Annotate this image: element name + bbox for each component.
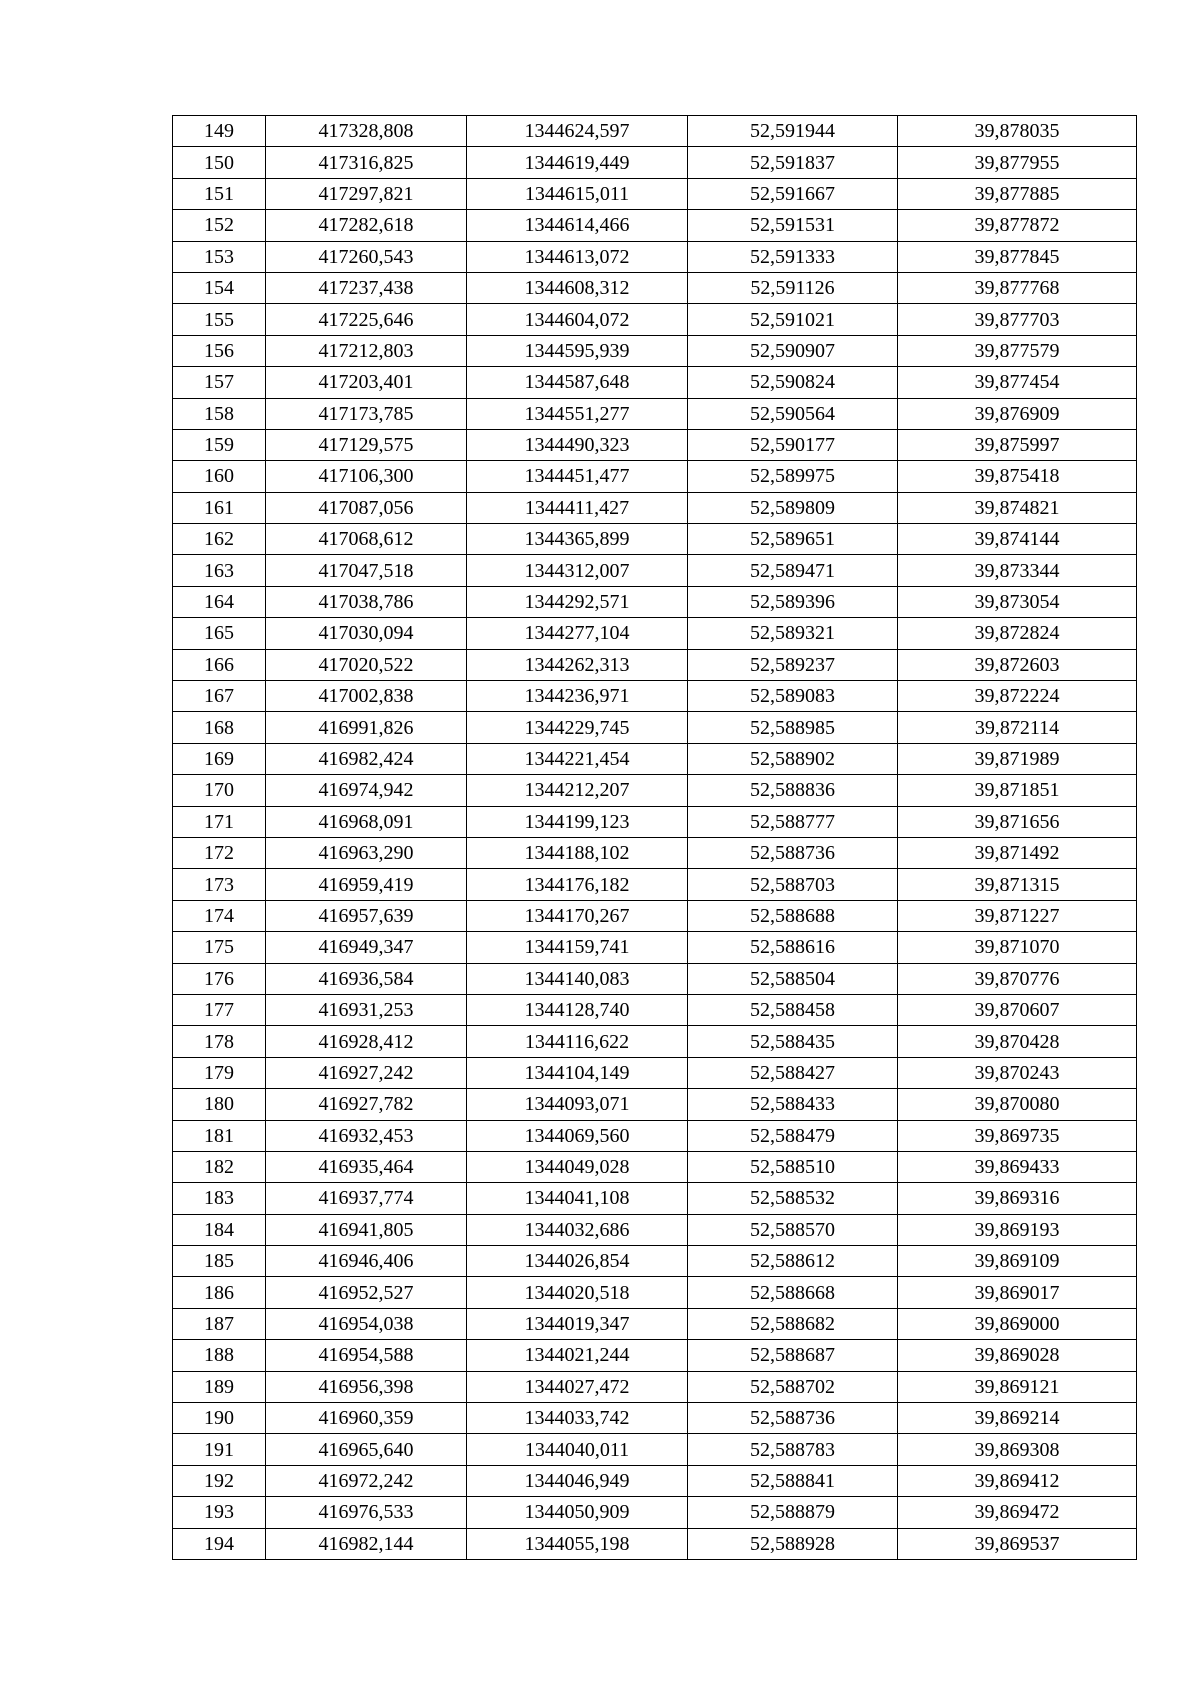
- longitude-cell: 39,876909: [898, 398, 1137, 429]
- table-row: [173, 1434, 1137, 1465]
- coord-x-cell: 416949,347: [266, 932, 467, 963]
- coord-y-cell: 1344041,108: [467, 1183, 688, 1214]
- point-number-cell: 160: [173, 461, 266, 492]
- table-row: [173, 869, 1137, 900]
- point-number-cell: 166: [173, 649, 266, 680]
- coord-y-cell: 1344140,083: [467, 963, 688, 994]
- point-number-cell: 173: [173, 869, 266, 900]
- table-row: [173, 555, 1137, 586]
- point-number-cell: 176: [173, 963, 266, 994]
- latitude-cell: 52,591667: [688, 178, 898, 209]
- point-number-cell: 169: [173, 743, 266, 774]
- coord-x-cell: 416952,527: [266, 1277, 467, 1308]
- table-row: [173, 272, 1137, 303]
- coord-x-cell: 417260,543: [266, 241, 467, 272]
- point-number-cell: 151: [173, 178, 266, 209]
- table-row: [173, 837, 1137, 868]
- longitude-cell: 39,872114: [898, 712, 1137, 743]
- table-row: [173, 524, 1137, 555]
- longitude-cell: 39,877768: [898, 272, 1137, 303]
- point-number-cell: 177: [173, 994, 266, 1025]
- point-number-cell: 165: [173, 618, 266, 649]
- coord-y-cell: 1344292,571: [467, 586, 688, 617]
- coord-y-cell: 1344050,909: [467, 1497, 688, 1528]
- point-number-cell: 162: [173, 524, 266, 555]
- coord-y-cell: 1344104,149: [467, 1057, 688, 1088]
- point-number-cell: 163: [173, 555, 266, 586]
- coord-y-cell: 1344116,622: [467, 1026, 688, 1057]
- coord-y-cell: 1344615,011: [467, 178, 688, 209]
- longitude-cell: 39,872603: [898, 649, 1137, 680]
- coord-x-cell: 416941,805: [266, 1214, 467, 1245]
- point-number-cell: 182: [173, 1151, 266, 1182]
- table-row: [173, 1214, 1137, 1245]
- point-number-cell: 155: [173, 304, 266, 335]
- longitude-cell: 39,869017: [898, 1277, 1137, 1308]
- coord-y-cell: 1344595,939: [467, 335, 688, 366]
- latitude-cell: 52,588433: [688, 1089, 898, 1120]
- table-row: [173, 1403, 1137, 1434]
- latitude-cell: 52,588985: [688, 712, 898, 743]
- table-row: [173, 618, 1137, 649]
- table-row: [173, 806, 1137, 837]
- coord-x-cell: 417038,786: [266, 586, 467, 617]
- coord-y-cell: 1344411,427: [467, 492, 688, 523]
- coord-y-cell: 1344212,207: [467, 775, 688, 806]
- latitude-cell: 52,588836: [688, 775, 898, 806]
- latitude-cell: 52,588783: [688, 1434, 898, 1465]
- coord-y-cell: 1344159,741: [467, 932, 688, 963]
- point-number-cell: 178: [173, 1026, 266, 1057]
- point-number-cell: 164: [173, 586, 266, 617]
- coord-x-cell: 417068,612: [266, 524, 467, 555]
- longitude-cell: 39,869308: [898, 1434, 1137, 1465]
- latitude-cell: 52,588510: [688, 1151, 898, 1182]
- latitude-cell: 52,590564: [688, 398, 898, 429]
- latitude-cell: 52,588777: [688, 806, 898, 837]
- latitude-cell: 52,588616: [688, 932, 898, 963]
- latitude-cell: 52,590177: [688, 429, 898, 460]
- coord-y-cell: 1344055,198: [467, 1528, 688, 1559]
- point-number-cell: 159: [173, 429, 266, 460]
- point-number-cell: 158: [173, 398, 266, 429]
- latitude-cell: 52,589809: [688, 492, 898, 523]
- coord-y-cell: 1344608,312: [467, 272, 688, 303]
- coord-y-cell: 1344262,313: [467, 649, 688, 680]
- latitude-cell: 52,589396: [688, 586, 898, 617]
- table-row: [173, 1465, 1137, 1496]
- table-row: [173, 1371, 1137, 1402]
- coord-y-cell: 1344021,244: [467, 1340, 688, 1371]
- coord-y-cell: 1344229,745: [467, 712, 688, 743]
- coord-y-cell: 1344619,449: [467, 147, 688, 178]
- table-row: [173, 335, 1137, 366]
- latitude-cell: 52,590824: [688, 367, 898, 398]
- latitude-cell: 52,588703: [688, 869, 898, 900]
- coord-y-cell: 1344587,648: [467, 367, 688, 398]
- point-number-cell: 149: [173, 116, 266, 147]
- coord-x-cell: 417087,056: [266, 492, 467, 523]
- coord-x-cell: 416982,424: [266, 743, 467, 774]
- point-number-cell: 194: [173, 1528, 266, 1559]
- latitude-cell: 52,589975: [688, 461, 898, 492]
- coord-y-cell: 1344019,347: [467, 1308, 688, 1339]
- coord-x-cell: 416931,253: [266, 994, 467, 1025]
- table-row: [173, 1340, 1137, 1371]
- longitude-cell: 39,870243: [898, 1057, 1137, 1088]
- latitude-cell: 52,589651: [688, 524, 898, 555]
- coord-y-cell: 1344128,740: [467, 994, 688, 1025]
- table-row: [173, 367, 1137, 398]
- coord-x-cell: 416935,464: [266, 1151, 467, 1182]
- coord-y-cell: 1344221,454: [467, 743, 688, 774]
- latitude-cell: 52,588841: [688, 1465, 898, 1496]
- coord-x-cell: 417225,646: [266, 304, 467, 335]
- longitude-cell: 39,869028: [898, 1340, 1137, 1371]
- longitude-cell: 39,870428: [898, 1026, 1137, 1057]
- coord-y-cell: 1344188,102: [467, 837, 688, 868]
- longitude-cell: 39,877579: [898, 335, 1137, 366]
- latitude-cell: 52,591944: [688, 116, 898, 147]
- latitude-cell: 52,591021: [688, 304, 898, 335]
- coord-y-cell: 1344365,899: [467, 524, 688, 555]
- table-row: [173, 1057, 1137, 1088]
- table-row: [173, 116, 1137, 147]
- table-row: [173, 1528, 1137, 1559]
- latitude-cell: 52,588668: [688, 1277, 898, 1308]
- point-number-cell: 185: [173, 1246, 266, 1277]
- coord-x-cell: 417129,575: [266, 429, 467, 460]
- longitude-cell: 39,877885: [898, 178, 1137, 209]
- coord-x-cell: 417203,401: [266, 367, 467, 398]
- coord-x-cell: 417282,618: [266, 210, 467, 241]
- point-number-cell: 187: [173, 1308, 266, 1339]
- coord-x-cell: 417297,821: [266, 178, 467, 209]
- longitude-cell: 39,871227: [898, 900, 1137, 931]
- coord-y-cell: 1344490,323: [467, 429, 688, 460]
- longitude-cell: 39,871070: [898, 932, 1137, 963]
- longitude-cell: 39,873054: [898, 586, 1137, 617]
- table-row: [173, 1120, 1137, 1151]
- coord-x-cell: 416974,942: [266, 775, 467, 806]
- coord-y-cell: 1344027,472: [467, 1371, 688, 1402]
- point-number-cell: 180: [173, 1089, 266, 1120]
- table-row: [173, 461, 1137, 492]
- coord-y-cell: 1344049,028: [467, 1151, 688, 1182]
- coord-x-cell: 416936,584: [266, 963, 467, 994]
- latitude-cell: 52,588479: [688, 1120, 898, 1151]
- coord-y-cell: 1344176,182: [467, 869, 688, 900]
- point-number-cell: 156: [173, 335, 266, 366]
- latitude-cell: 52,588532: [688, 1183, 898, 1214]
- coord-x-cell: 416972,242: [266, 1465, 467, 1496]
- table-row: [173, 492, 1137, 523]
- coord-x-cell: 416968,091: [266, 806, 467, 837]
- coord-y-cell: 1344624,597: [467, 116, 688, 147]
- latitude-cell: 52,591333: [688, 241, 898, 272]
- latitude-cell: 52,588736: [688, 837, 898, 868]
- coordinates-table: [172, 115, 1137, 1560]
- table-row: [173, 210, 1137, 241]
- point-number-cell: 191: [173, 1434, 266, 1465]
- coord-x-cell: 416957,639: [266, 900, 467, 931]
- table-row: [173, 1151, 1137, 1182]
- table-row: [173, 1308, 1137, 1339]
- coord-y-cell: 1344614,466: [467, 210, 688, 241]
- point-number-cell: 184: [173, 1214, 266, 1245]
- table-row: [173, 178, 1137, 209]
- coord-y-cell: 1344040,011: [467, 1434, 688, 1465]
- latitude-cell: 52,588687: [688, 1340, 898, 1371]
- coord-x-cell: 416965,640: [266, 1434, 467, 1465]
- longitude-cell: 39,874821: [898, 492, 1137, 523]
- table-row: [173, 963, 1137, 994]
- table-row: [173, 398, 1137, 429]
- coord-x-cell: 416960,359: [266, 1403, 467, 1434]
- coord-x-cell: 417002,838: [266, 681, 467, 712]
- coord-y-cell: 1344451,477: [467, 461, 688, 492]
- longitude-cell: 39,872824: [898, 618, 1137, 649]
- coord-x-cell: 417316,825: [266, 147, 467, 178]
- point-number-cell: 153: [173, 241, 266, 272]
- longitude-cell: 39,875997: [898, 429, 1137, 460]
- coord-x-cell: 417173,785: [266, 398, 467, 429]
- coord-x-cell: 417212,803: [266, 335, 467, 366]
- coord-y-cell: 1344312,007: [467, 555, 688, 586]
- coord-x-cell: 417047,518: [266, 555, 467, 586]
- table-row: [173, 932, 1137, 963]
- table-row: [173, 1246, 1137, 1277]
- table-row: [173, 1183, 1137, 1214]
- longitude-cell: 39,871989: [898, 743, 1137, 774]
- coord-y-cell: 1344032,686: [467, 1214, 688, 1245]
- point-number-cell: 181: [173, 1120, 266, 1151]
- latitude-cell: 52,588902: [688, 743, 898, 774]
- latitude-cell: 52,588612: [688, 1246, 898, 1277]
- point-number-cell: 186: [173, 1277, 266, 1308]
- coord-y-cell: 1344170,267: [467, 900, 688, 931]
- point-number-cell: 167: [173, 681, 266, 712]
- point-number-cell: 150: [173, 147, 266, 178]
- coord-x-cell: 416954,038: [266, 1308, 467, 1339]
- coord-x-cell: 417030,094: [266, 618, 467, 649]
- coord-x-cell: 416959,419: [266, 869, 467, 900]
- point-number-cell: 161: [173, 492, 266, 523]
- longitude-cell: 39,877872: [898, 210, 1137, 241]
- coord-y-cell: 1344277,104: [467, 618, 688, 649]
- point-number-cell: 154: [173, 272, 266, 303]
- coord-y-cell: 1344020,518: [467, 1277, 688, 1308]
- latitude-cell: 52,588736: [688, 1403, 898, 1434]
- coord-y-cell: 1344033,742: [467, 1403, 688, 1434]
- table-row: [173, 1277, 1137, 1308]
- latitude-cell: 52,588570: [688, 1214, 898, 1245]
- latitude-cell: 52,588427: [688, 1057, 898, 1088]
- coord-x-cell: 417106,300: [266, 461, 467, 492]
- longitude-cell: 39,872224: [898, 681, 1137, 712]
- longitude-cell: 39,871492: [898, 837, 1137, 868]
- coord-x-cell: 416932,453: [266, 1120, 467, 1151]
- coord-x-cell: 416937,774: [266, 1183, 467, 1214]
- coord-x-cell: 416991,826: [266, 712, 467, 743]
- longitude-cell: 39,873344: [898, 555, 1137, 586]
- coord-x-cell: 416982,144: [266, 1528, 467, 1559]
- coord-y-cell: 1344613,072: [467, 241, 688, 272]
- coord-x-cell: 416976,533: [266, 1497, 467, 1528]
- coord-x-cell: 416963,290: [266, 837, 467, 868]
- point-number-cell: 190: [173, 1403, 266, 1434]
- table-row: [173, 147, 1137, 178]
- coord-x-cell: 416956,398: [266, 1371, 467, 1402]
- coord-x-cell: 416927,782: [266, 1089, 467, 1120]
- point-number-cell: 152: [173, 210, 266, 241]
- longitude-cell: 39,869412: [898, 1465, 1137, 1496]
- table-row: [173, 1089, 1137, 1120]
- longitude-cell: 39,870607: [898, 994, 1137, 1025]
- coord-y-cell: 1344604,072: [467, 304, 688, 335]
- longitude-cell: 39,869214: [898, 1403, 1137, 1434]
- table-row: [173, 241, 1137, 272]
- latitude-cell: 52,591531: [688, 210, 898, 241]
- point-number-cell: 157: [173, 367, 266, 398]
- latitude-cell: 52,588928: [688, 1528, 898, 1559]
- table-row: [173, 586, 1137, 617]
- longitude-cell: 39,877955: [898, 147, 1137, 178]
- point-number-cell: 168: [173, 712, 266, 743]
- table-row: [173, 1497, 1137, 1528]
- coord-y-cell: 1344046,949: [467, 1465, 688, 1496]
- point-number-cell: 179: [173, 1057, 266, 1088]
- longitude-cell: 39,869433: [898, 1151, 1137, 1182]
- coord-x-cell: 417237,438: [266, 272, 467, 303]
- coord-y-cell: 1344026,854: [467, 1246, 688, 1277]
- table-row: [173, 712, 1137, 743]
- point-number-cell: 192: [173, 1465, 266, 1496]
- table-row: [173, 900, 1137, 931]
- latitude-cell: 52,588688: [688, 900, 898, 931]
- latitude-cell: 52,591837: [688, 147, 898, 178]
- point-number-cell: 174: [173, 900, 266, 931]
- latitude-cell: 52,588435: [688, 1026, 898, 1057]
- coord-y-cell: 1344551,277: [467, 398, 688, 429]
- table-row: [173, 775, 1137, 806]
- longitude-cell: 39,877454: [898, 367, 1137, 398]
- point-number-cell: 189: [173, 1371, 266, 1402]
- coord-x-cell: 416946,406: [266, 1246, 467, 1277]
- latitude-cell: 52,588458: [688, 994, 898, 1025]
- coord-x-cell: 417020,522: [266, 649, 467, 680]
- coordinates-table-body: [173, 116, 1137, 1560]
- latitude-cell: 52,588504: [688, 963, 898, 994]
- point-number-cell: 193: [173, 1497, 266, 1528]
- coord-x-cell: 416954,588: [266, 1340, 467, 1371]
- longitude-cell: 39,869000: [898, 1308, 1137, 1339]
- latitude-cell: 52,588879: [688, 1497, 898, 1528]
- table-row: [173, 304, 1137, 335]
- longitude-cell: 39,869109: [898, 1246, 1137, 1277]
- longitude-cell: 39,877845: [898, 241, 1137, 272]
- coord-y-cell: 1344199,123: [467, 806, 688, 837]
- point-number-cell: 183: [173, 1183, 266, 1214]
- longitude-cell: 39,878035: [898, 116, 1137, 147]
- table-row: [173, 743, 1137, 774]
- longitude-cell: 39,870080: [898, 1089, 1137, 1120]
- table-row: [173, 649, 1137, 680]
- longitude-cell: 39,874144: [898, 524, 1137, 555]
- table-row: [173, 994, 1137, 1025]
- table-row: [173, 1026, 1137, 1057]
- latitude-cell: 52,589237: [688, 649, 898, 680]
- longitude-cell: 39,869537: [898, 1528, 1137, 1559]
- coord-y-cell: 1344236,971: [467, 681, 688, 712]
- longitude-cell: 39,871851: [898, 775, 1137, 806]
- latitude-cell: 52,588702: [688, 1371, 898, 1402]
- longitude-cell: 39,869472: [898, 1497, 1137, 1528]
- longitude-cell: 39,869121: [898, 1371, 1137, 1402]
- longitude-cell: 39,869193: [898, 1214, 1137, 1245]
- point-number-cell: 171: [173, 806, 266, 837]
- coord-y-cell: 1344093,071: [467, 1089, 688, 1120]
- point-number-cell: 188: [173, 1340, 266, 1371]
- longitude-cell: 39,875418: [898, 461, 1137, 492]
- latitude-cell: 52,589083: [688, 681, 898, 712]
- latitude-cell: 52,591126: [688, 272, 898, 303]
- longitude-cell: 39,869316: [898, 1183, 1137, 1214]
- point-number-cell: 170: [173, 775, 266, 806]
- coord-x-cell: 416928,412: [266, 1026, 467, 1057]
- coord-x-cell: 417328,808: [266, 116, 467, 147]
- latitude-cell: 52,589321: [688, 618, 898, 649]
- coord-y-cell: 1344069,560: [467, 1120, 688, 1151]
- latitude-cell: 52,590907: [688, 335, 898, 366]
- longitude-cell: 39,871656: [898, 806, 1137, 837]
- latitude-cell: 52,588682: [688, 1308, 898, 1339]
- point-number-cell: 175: [173, 932, 266, 963]
- latitude-cell: 52,589471: [688, 555, 898, 586]
- table-row: [173, 429, 1137, 460]
- longitude-cell: 39,871315: [898, 869, 1137, 900]
- table-row: [173, 681, 1137, 712]
- longitude-cell: 39,869735: [898, 1120, 1137, 1151]
- longitude-cell: 39,870776: [898, 963, 1137, 994]
- coord-x-cell: 416927,242: [266, 1057, 467, 1088]
- point-number-cell: 172: [173, 837, 266, 868]
- longitude-cell: 39,877703: [898, 304, 1137, 335]
